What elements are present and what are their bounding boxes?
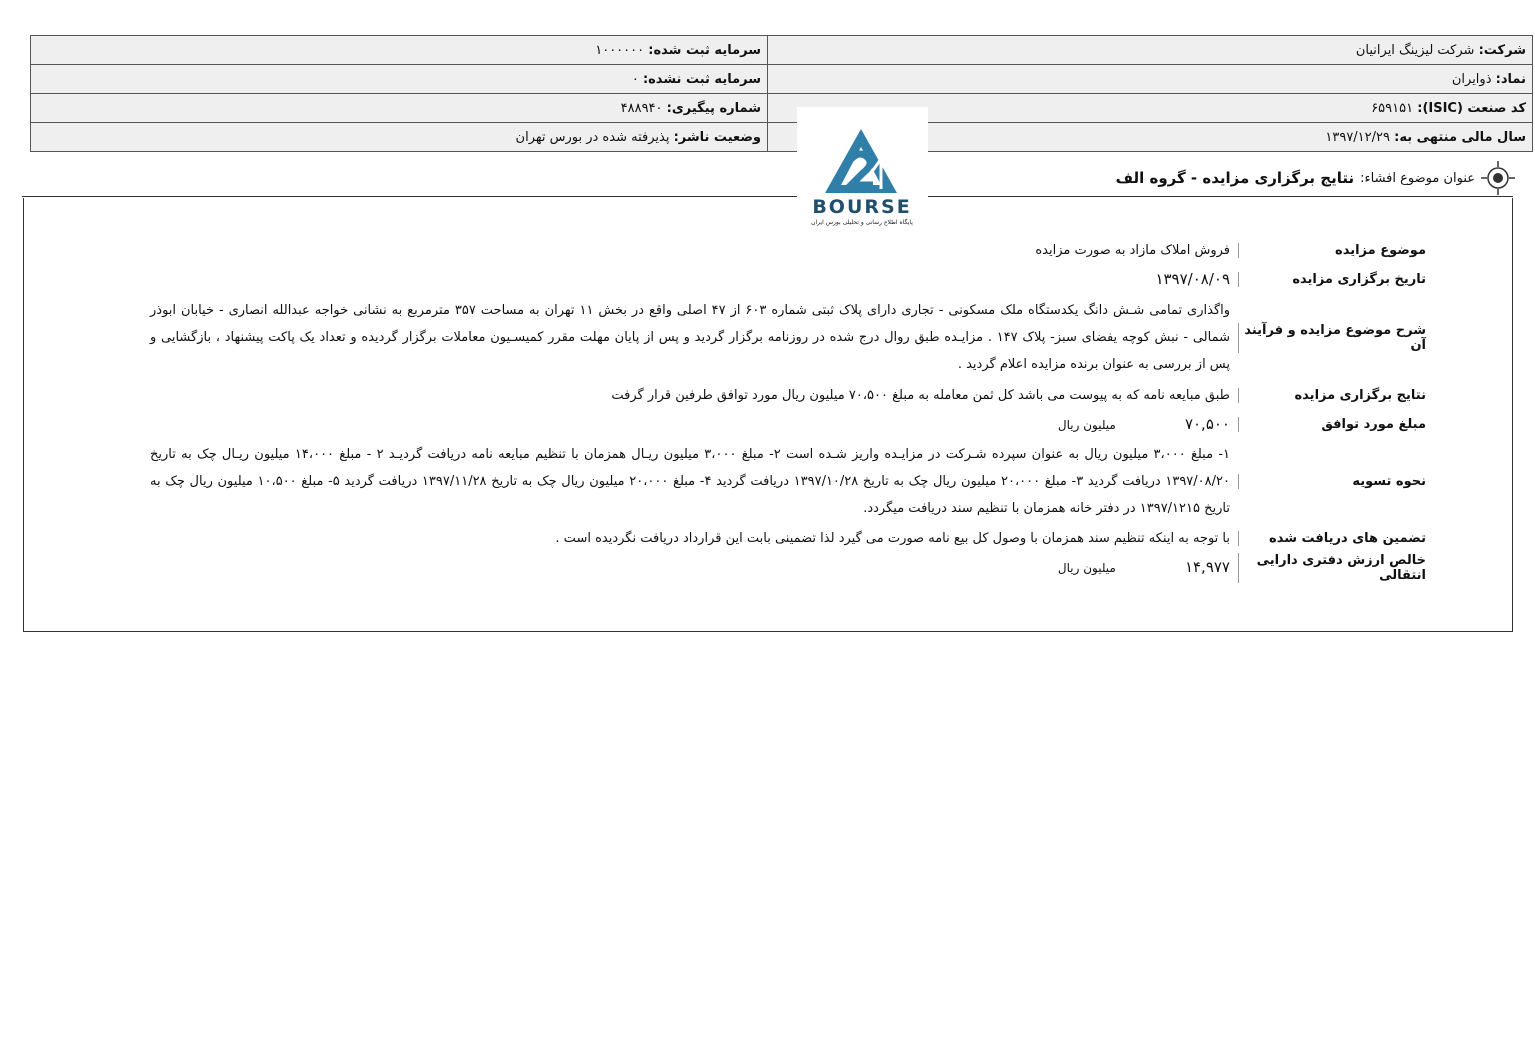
detail-value: واگذاری تمامی شـش دانگ یکدستگاه ملک مسکونی - تجاری دارای پلاک ثبتی شماره ۶۰۳ از ۴۷ اصلی واقع در بخش ۱۱ تهران به مساحت ۳۵۷ مترمربع به نشانی خواجه عبدالله انصاری - خیابان ابوذر شمالی - نبش کوچه یفضای سبز- پلاک ۱۴۷ . مزایـده طبق روال درج شده در روزنامه برگزار گردید و پس از پایان مهلت مقرر کمیسـیون معاملات برگزار گردیده و تعداد یک پاکت پیشنهاد ، بازگشایی و پس از بررسی به عنوان برنده مزایده اعلام گردید .: [150, 303, 1231, 372]
capital-unregistered-label: سرمایه ثبت نشده:: [642, 71, 761, 87]
symbol-cell: [768, 65, 1533, 94]
detail-row-settlement: [150, 441, 1430, 522]
detail-value: ۱- مبلغ ۳،۰۰۰ میلیون ریال به عنوان سپرده شـرکت در مزایـده واریز شـده است ۲- مبلغ ۳،۰۰۰ میلیون ریـال همزمان با تنظیم مبایعه نامه دریافت گردیـد ۲ - مبلغ ۱۴،۰۰۰ میلیون ریـال چک به تاریخ ۱۳۹۷/۰۸/۲۰ دریافت گردید ۳- مبلغ ۲۰،۰۰۰ میلیون ریال چک به تاریخ ۱۳۹۷/۱۰/۲۸ دریافت گردید ۴- مبلغ ۲۰،۰۰۰ میلیون ریال چک به تاریخ ۱۳۹۷/۱۱/۲۸ دریافت گردید ۵- مبلغ ۱۰،۵۰۰ میلیون ریال چک به تاریخ ۱۳۹۷/۱۲۱۵ در دفتر خانه همزمان با تنظیم سند دریافت میگردد.: [150, 447, 1230, 516]
subject-title: نتایج برگزاری مزایده - گروه الف: [1115, 169, 1355, 187]
detail-value: طبق مبایعه نامه که به پیوست می باشد کل ثمن معامله به مبلغ ۷۰،۵۰۰ میلیون ریال مورد توافق طرفین قرار گرفت: [611, 388, 1230, 403]
detail-row-guarantees: [150, 524, 1430, 553]
company-label: شرکت:: [1478, 42, 1526, 58]
fiscal-year-value: ۱۳۹۷/۱۲/۲۹: [1325, 129, 1390, 145]
detail-row-net-book-value: [150, 553, 1430, 582]
detail-row-description: [150, 297, 1430, 378]
agreed-amount-value: ۷۰,۵۰۰: [1184, 414, 1230, 433]
publisher-status-cell: [31, 123, 768, 152]
bourse-logo-icon: [797, 107, 928, 229]
detail-value: [150, 411, 1238, 439]
detail-label: تاریخ برگزاری مزایده: [1238, 272, 1430, 287]
detail-row-date: [150, 265, 1430, 294]
logo-subtitle: پایگاه اطلاع رسانی و تحلیلی بورس ایران: [811, 219, 913, 226]
logo-text: BOURSE: [812, 196, 912, 218]
agreed-amount-unit: میلیون ریال: [1057, 417, 1116, 432]
tracking-label: شماره پیگیری:: [666, 100, 761, 116]
target-icon: [1481, 161, 1515, 195]
fiscal-year-label: سال مالی منتهی به:: [1394, 129, 1526, 145]
detail-value: ۱۳۹۷/۰۸/۰۹: [1155, 270, 1230, 288]
company-cell: [768, 36, 1533, 65]
isic-label: کد صنعت (ISIC):: [1417, 100, 1526, 116]
detail-label: نتایج برگزاری مزایده: [1238, 388, 1430, 403]
company-value: شرکت لیزینگ ایرانیان: [1355, 42, 1475, 58]
auction-details: [150, 236, 1430, 582]
capital-unregistered-cell: [31, 65, 768, 94]
detail-value: فروش املاک مازاد به صورت مزایده: [1035, 243, 1230, 258]
header-table: [30, 35, 1533, 152]
detail-label: شرح موضوع مزایده و فرآیند آن: [1238, 323, 1430, 353]
subject-divider: [22, 196, 1513, 197]
publisher-status-label: وضعیت ناشر:: [673, 129, 761, 145]
isic-value: ۶۵۹۱۵۱: [1371, 100, 1414, 116]
detail-value: [150, 554, 1238, 582]
net-book-value-unit: میلیون ریال: [1057, 560, 1116, 575]
capital-registered-cell: [31, 36, 768, 65]
detail-row-subject: [150, 236, 1430, 265]
publisher-status-value: پذیرفته شده در بورس تهران: [515, 129, 670, 145]
detail-label: موضوع مزایده: [1238, 243, 1430, 258]
capital-unregistered-value: ۰: [631, 71, 639, 87]
subject-label: عنوان موضوع افشاء:: [1360, 170, 1475, 186]
detail-label: تضمین های دریافت شده: [1238, 531, 1430, 546]
net-book-value-amount: ۱۴,۹۷۷: [1184, 557, 1230, 576]
detail-row-results: [150, 381, 1430, 410]
subject-bar: [1116, 160, 1515, 196]
detail-row-agreed-amount: [150, 410, 1430, 439]
capital-registered-label: سرمایه ثبت شده:: [648, 42, 761, 58]
detail-label: نحوه تسویه: [1238, 474, 1430, 489]
capital-registered-value: ۱۰۰۰۰۰۰: [595, 42, 645, 58]
bourse-logo: [797, 107, 928, 229]
symbol-label: نماد:: [1495, 71, 1526, 87]
detail-label: مبلغ مورد توافق: [1238, 417, 1430, 432]
symbol-value: ذوایران: [1451, 71, 1492, 87]
tracking-value: ۴۸۸۹۴۰: [620, 100, 663, 116]
detail-value: با توجه به اینکه تنظیم سند همزمان با وصول کل بیع نامه صورت می گیرد لذا تضمینی بابت این قرارداد دریافت نگردیده است .: [555, 531, 1230, 546]
tracking-cell: [31, 94, 768, 123]
detail-label: خالص ارزش دفتری دارایی انتقالی: [1238, 553, 1430, 583]
